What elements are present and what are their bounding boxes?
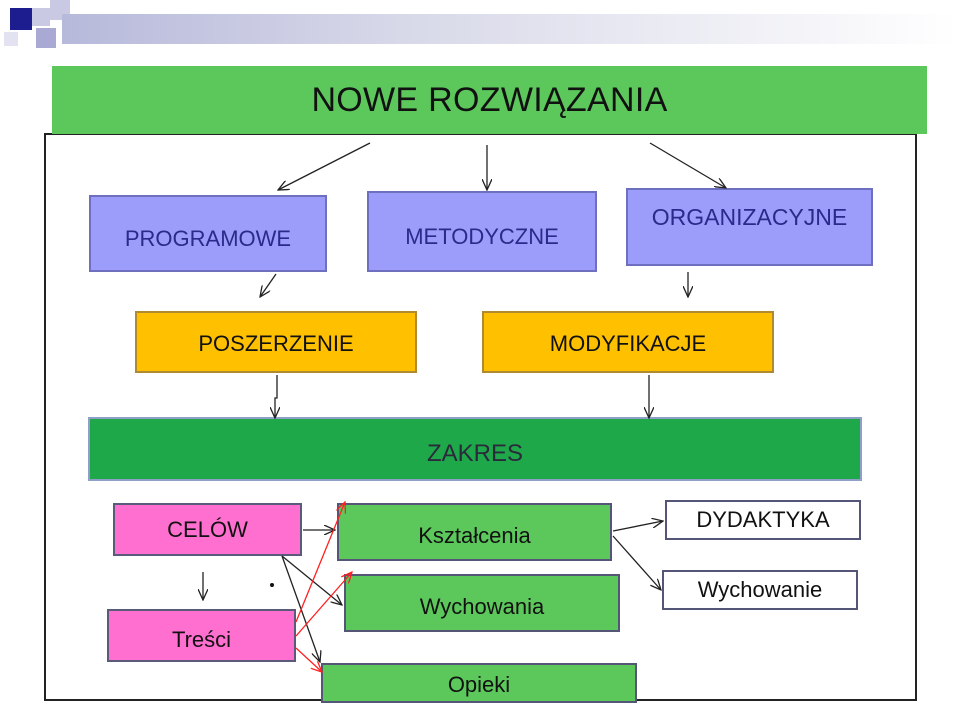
arrow-tresci-opieki xyxy=(296,648,322,672)
arrow-tresci-ksztalcenia xyxy=(296,502,345,622)
arrow-tresci-wychowania xyxy=(296,572,352,636)
arrow-programowe-poszerzenie xyxy=(260,274,276,297)
node-tresci: Treści xyxy=(107,609,296,662)
node-zakres: ZAKRES xyxy=(88,417,862,481)
arrow-title-programowe xyxy=(278,143,370,190)
node-wychowania: Wychowania xyxy=(344,574,620,632)
node-poszerzenie: POSZERZENIE xyxy=(135,311,417,373)
node-ksztalcenia: Kształcenia xyxy=(337,503,612,561)
node-programowe: PROGRAMOWE xyxy=(89,195,327,272)
arrow-ksztalcenia-dydaktyka xyxy=(613,521,663,531)
node-organizacyjne: ORGANIZACYJNE xyxy=(626,188,873,266)
node-metodyczne: METODYCZNE xyxy=(367,191,597,272)
arrow-ksztalcenia-wychowanie xyxy=(613,536,661,590)
arrow-poszerzenie-zakres xyxy=(275,375,277,418)
node-celow: CELÓW xyxy=(113,503,302,556)
node-opieki: Opieki xyxy=(321,663,637,703)
diagram-title: NOWE ROZWIĄZANIA xyxy=(52,66,927,134)
node-dydaktyka: DYDAKTYKA xyxy=(665,500,861,540)
node-wychowanie: Wychowanie xyxy=(662,570,858,610)
node-modyfikacje: MODYFIKACJE xyxy=(482,311,774,373)
bullet-dot xyxy=(270,583,274,587)
arrow-title-organizacyjne xyxy=(650,143,726,188)
